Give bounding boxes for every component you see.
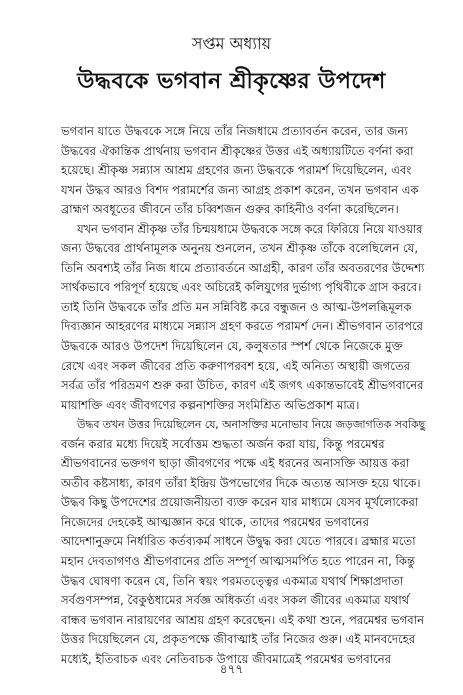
chapter-label: সপ্তম অধ্যায়	[191, 34, 272, 53]
text-line: উদ্ধব ঘোষণা করেন যে, তিনি স্বয়ং পরমতত্ত্বের একমাত্র যথার্থ শিক্ষাপ্রদাতা	[61, 573, 404, 588]
text-line: জন্য উদ্ধবের প্রার্থনামূলক অনুনয় শুনলেন, তখন শ্রীকৃষ্ণ তাঁকে বলেছিলেন যে,	[61, 241, 419, 256]
text-line: অতীব কষ্টসাধ্য, কারণ তাঁরা ইন্দ্রিয় উপভোগের দিকে অত্যন্ত আসক্ত হয়ে থাকে।	[61, 475, 421, 490]
text-line: শ্রীভগবানের ভক্তগণ ছাড়া জীবগণের পক্ষে এই ধরনের অনাসক্তি আয়ত্ত করা	[61, 456, 410, 471]
text-line: সার্থকভাবে পরিপূর্ণ হয়েছে এবং অচিরেই কলিযুগের দুর্ভাগ্য পৃথিবীকে গ্রাস করবে।	[61, 280, 422, 295]
text-line: তিনি অবশ্যই তাঁর নিজ ধামে প্রত্যাবর্তনে আগ্রহী, কারণ তাঁর অবতরণের উদ্দেশ্য	[61, 260, 425, 275]
page-number: ৪৭৭	[219, 662, 244, 676]
text-line: মহান দেবতাগণও শ্রীভগবানের প্রতি সম্পূর্ণ আত্মসমর্পিত হতে পারেন না, কিন্তু	[61, 554, 415, 569]
text-line: বর্জন করার মধ্যে দিয়েই সর্বোত্তম শুদ্ধতা অর্জন করা যায়, কিন্তু পরমেশ্বর	[61, 436, 385, 451]
text-line: যখন উদ্ধব আরও বিশদ পরামর্শের জন্য আগ্রহ প্রকাশ করেন, তখন ভগবান এক	[61, 182, 419, 197]
text-line: নিজেদের দেহকেই আত্মজ্ঞান করে থাকে, তাদের পরমেশ্বর ভগবানের	[61, 514, 369, 529]
text-line: সর্বত্র তাঁর পরিভ্রমণ শুরু করা উচিত, কারণ এই জগৎ একান্তভাবেই শ্রীভগবানের	[61, 378, 424, 393]
text-line: মধ্যেই, ইতিবাচক এবং নেতিবাচক উপায়ে জীবমাত্রেই পরমেশ্বর ভগবানের	[61, 651, 392, 666]
text-line: উদ্ধবকে আরও উপদেশ দিয়েছিলেন যে, কলুষতার স্পর্শ থেকে নিজেকে মুক্ত	[61, 339, 403, 354]
text-line: আদেশানুক্রমে নির্ধারিত কর্তব্যকর্ম সাধনে উদ্বুদ্ধ করা যেতে পারবে। ব্রহ্মার মতো	[61, 534, 416, 549]
text-line: উদ্ধবের ঐকান্তিক প্রার্থনায় ভগবান শ্রীকৃষ্ণের উত্তর এই অধ্যায়টিতে বর্ণনা করা	[61, 143, 414, 158]
text-line: দিব্যজ্ঞান আহরণের মাধ্যমে সন্ন্যাস গ্রহণ করতে পরামর্শ দেন। শ্রীভগবান তারপরে	[61, 319, 423, 334]
chapter-title: উদ্ধবকে ভগবান শ্রীকৃষ্ণের উপদেশ	[77, 69, 386, 94]
body-text	[61, 122, 426, 669]
text-line: বান্ধব ভগবান নারায়ণের আশ্রয় গ্রহণ করেছেন। এই কথা শুনে, পরমেশ্বর ভগবান	[61, 612, 425, 627]
text-line: হয়েছে। শ্রীকৃষ্ণ সন্ন্যাস আশ্রম গ্রহণের জন্য উদ্ধবকে পরামর্শ দিয়েছিলেন, এবং	[61, 163, 412, 178]
text-line: ব্রাহ্মণ অবধূতের জীবনে তাঁর চব্বিশজন গুরুর কাহিনীও বর্ণনা করেছিলেন।	[61, 202, 399, 217]
text-line: রেখে এবং সকল জীবের প্রতি করুণাপরবশ হয়ে, এই অনিত্য অস্থায়ী জগতের	[61, 358, 411, 373]
text-line: যখন ভগবান শ্রীকৃষ্ণ তাঁর চিন্ময়ধামে উদ্ধবকে সঙ্গে করে ফিরিয়ে নিয়ে যাওয়ার	[77, 221, 423, 236]
text-line: মায়াশক্তি এবং জীবগণের কল্পনাশক্তির সংমিশ্রিত অভিপ্রকাশ মাত্র।	[61, 397, 360, 412]
text-line: ভগবান যাতে উদ্ধবকে সঙ্গে নিয়ে তাঁর নিজধামে প্রত্যাবর্তন করেন, তার জন্য	[61, 124, 408, 138]
text-line: উত্তর দিয়েছিলেন যে, প্রকৃতপক্ষে জীবাত্মাই তাঁর নিজের গুরু। এই মানবদেহের	[61, 632, 416, 647]
text-line: সর্বগুণসম্পন্ন, বৈকুণ্ঠধামের সর্বজ্ঞ অধিকর্তা এবং সকল জীবের একমাত্র যথার্থ	[61, 593, 410, 608]
text-line: তাই তিনি উদ্ধবকে তাঁর প্রতি মন সন্নিবিষ্ট করে বন্ধুজন ও আত্ম-উপলব্ধিমূলক	[61, 299, 412, 314]
text-line: উদ্ধব কিছু উপদেশের প্রয়োজনীয়তা ব্যক্ত করেন যার মাধ্যমে যেসব মূর্খলোকেরা	[61, 495, 419, 510]
text-line: উদ্ধব তখন উত্তর দিয়েছিলেন যে, অনাসক্তির মনোভাব নিয়ে জড়জাগতিক সবকিছু	[77, 418, 426, 432]
